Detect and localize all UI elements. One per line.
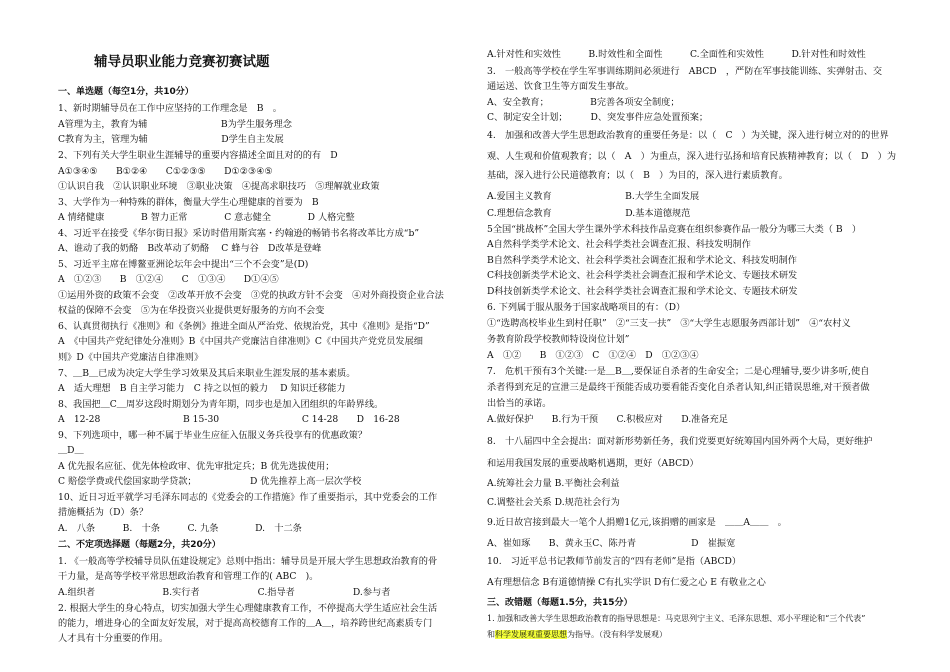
- text-line: A. 八条 B. 十条 C. 九条 D. 十二条: [58, 523, 302, 534]
- text-line: 3. 一般高等学校在学生军事训练期间必须进行 ABCD ，严防在军事技能训练、实弹射击、交: [487, 66, 883, 77]
- text-line: A、安全教育； B完善各项安全制度；: [487, 97, 680, 108]
- text-line: A 《中国共产党纪律处分准则》B《中国共产党廉洁自律准则》C《中国共产党党员发展细: [58, 336, 423, 347]
- text-line: 6、认真贯彻执行《准则》和《条例》推进全面从严治党、依规治党，其中《准则》是指“D”: [58, 321, 430, 332]
- text-line: A.爱国主义教育 B.大学生全面发展: [487, 191, 700, 202]
- text-line: 1. 《一般高等学校辅导员队伍建设规定》总则中指出：辅导员是开展大学生思想政治教育的骨: [58, 556, 438, 567]
- text-line: 8. 十八届四中全会提出：面对新形势新任务，我们党要更好统筹国内国外两个大局，更好维护: [487, 436, 873, 447]
- text-line: A 优先报名应征、优先体检政审、优先审批定兵；B 优先选拔使用；: [58, 461, 335, 472]
- text-line: 2. 根据大学生的身心特点，切实加强大学生心理健康教育工作，不停提高大学生适应社会生活: [58, 603, 438, 614]
- text-line: 10、近日习近平就学习毛泽东同志的《党委会的工作措施》作了重要指示，其中党委会的工作: [58, 492, 438, 503]
- text-line: C 赔偿学费或代偿国家助学贷款； D 优先推荐上高一层次学校: [58, 476, 362, 487]
- text-line: 观、人生观和价值观教育；以（ A ）为重点，深入进行弘扬和培育民族精神教育；以（ D ）为: [487, 151, 897, 162]
- highlighted-text: 科学发展观重要思想: [495, 630, 567, 639]
- text-line: A.做好保护 B.行为干预 C.积极应对 D.准备充足: [487, 414, 728, 425]
- text-line: 1、新时期辅导员在工作中应坚持的工作理念是 B 。: [58, 103, 282, 114]
- text-line: 权益的保障不会变 ⑤为在华投资兴业提供更好服务的方向不会变: [58, 305, 325, 316]
- text-line: 5全国“挑战杯”全国大学生课外学术科技作品竞赛在组织参赛作品一般分为哪三大类（ B ）: [487, 224, 862, 235]
- text-line: 1. 加强和改善大学生思想政治教育的指导思想是：马克思列宁主义、毛泽东思想、邓小平理论和“三个代表”: [487, 614, 866, 623]
- text-line: 10. 习近平总书记教师节前发言的“四有老师”是指（ABCD）: [487, 556, 742, 567]
- text-line: ①认识自我 ②认识职业环境 ③职业决策 ④提高求职技巧 ⑤理解就业政策: [58, 181, 380, 192]
- text-line: A①③④⑤ B①②④ C①②③⑤ D①②③④⑤: [58, 166, 273, 177]
- text-line: A 12-28 B 15-30 C 14-28 D 16-28: [58, 414, 400, 425]
- text-line: A 情绪健康 B 智力正常 C 意志健全 D 人格完整: [58, 212, 355, 223]
- text-line: 人才具有十分重要的作用。: [58, 633, 169, 644]
- text-line: ①运用外资的政策不会变 ②改革开放不会变 ③党的执政方针不会变 ④对外商投资企业合法: [58, 290, 444, 301]
- text-line: A管理为主，教育为辅 B为学生服务理念: [58, 119, 292, 130]
- text-line: 基础，深入进行公民道德教育；以（ B ）为目的，深入进行素质教育。: [487, 170, 788, 181]
- text-line: 2、下列有关大学生职业生涯辅导的重要内容描述全面且对的的有 D: [58, 150, 338, 161]
- text-line: C科技创新类学术论文、社会科学类社会调查汇报和学术论文、专题技术研发: [487, 270, 798, 281]
- text-line: 干力量，是高等学校平常思想政治教育和管理工作的( ABC )。: [58, 571, 319, 582]
- text-line: 7、＿B＿已成为决定大学生学习效果及其后来职业生涯发展的基本素质。: [58, 368, 356, 379]
- text-span: 为指导。（没有科学发展观）: [567, 630, 667, 639]
- text-line: A.统筹社会力量 B.平衡社会利益: [487, 478, 620, 489]
- text-line: 8、我国把＿C＿周岁这段时期划分为青年期，同步也是加入团组织的年龄界线。: [58, 399, 384, 410]
- text-line: ①“选聘高校毕业生到村任职” ②“三支一扶” ③“大学生志愿服务西部计划” ④“农村义: [487, 318, 851, 329]
- text-line: 措施概括为（D）条？: [58, 507, 149, 518]
- text-line: C、制定安全计划； D、突发事件应急处置预案；: [487, 112, 709, 123]
- text-line: 5、习近平主席在博鳌亚洲论坛年会中提出“三个不会变”是(D): [58, 259, 309, 270]
- section-heading: 一、单选题（每空1分，共10分）: [58, 87, 194, 97]
- text-line: 4. 加强和改善大学生思想政治教育的重要任务是：以（ C ）为关键，深入进行树立对的的世界: [487, 130, 889, 141]
- text-line: A、谁动了我的奶酪 B改革动了奶酪 C 蜂与谷 D改革是登峰: [58, 243, 322, 254]
- text-line: 则》D《中国共产党廉洁自律准则》: [58, 352, 204, 363]
- text-line: A有理想信念 B有道德情操 C有扎实学识 D有仁爱之心 E 有敬业之心: [487, 577, 766, 588]
- text-line: A自然科学类学术论文、社会科学类社会调查汇报、科技发明制作: [487, 239, 751, 250]
- text-line: A ①② B ①②③ C ①②④ D ①②③④: [487, 350, 699, 361]
- text-span: 和: [487, 630, 495, 639]
- text-line: 杀者得到充足的宣泄三是最终干预能否成功要看能否变化自杀者认知,纠正错误思维,对干预者做: [487, 382, 870, 393]
- text-line: 通运送、饮食卫生等方面发生事故。: [487, 81, 634, 92]
- text-line: 7. 危机干预有3个关键:一是＿B＿,要保证自杀者的生命安全；二是心理辅导,要少讲多听,使自: [487, 366, 870, 377]
- text-line: A、崔如琢 B、黄永玉C、陈丹青 D 崔振宽: [487, 538, 736, 549]
- text-line: A ①②③ B ①②④ C ①③④ D①④⑤: [58, 274, 279, 285]
- text-line: 3、大学作为一种特殊的群体，衡量大学生心理健康的首要为 B: [58, 197, 319, 208]
- text-line: A 适大理想 B 自主学习能力 C 持之以恒的毅力 D 知识迁移能力: [58, 383, 346, 394]
- text-line: 9、下列选项中，哪一种不属于毕业生应征入伍服义务兵役享有的优惠政策？: [58, 430, 368, 441]
- text-line: A.针对性和实效性 B.时效性和全面性 C.全面性和实效性 D.针对性和时效性: [487, 49, 866, 60]
- section-heading: 二、不定项选择题（每题2分，共20分）: [58, 540, 221, 550]
- text-line: 9.近日故宫接到最大一笔个人捐赠1亿元,该捐赠的画家是 ＿＿A＿＿ 。: [487, 517, 787, 528]
- text-line: B自然科学类学术论文、社会科学类社会调查汇报和学术论文、科技发明制作: [487, 255, 797, 266]
- text-line: 6. 下列属于服从服务于国家战略项目的有：（D）: [487, 302, 686, 313]
- text-line: A.组织者 B.实行者 C.指导者 D.参与者: [58, 587, 391, 598]
- text-line: [487, 629, 667, 641]
- text-line: C.理想信念教育 D.基本道德规范: [487, 208, 691, 219]
- text-line: 的能力，增进身心的全面友好发展，对于提高高校德育工作的＿A＿，培养跨世纪高素质专门: [58, 618, 433, 629]
- text-line: 务教育阶段学校教师特设岗位计划”: [487, 334, 630, 345]
- text-line: 4、习近平在接受《华尔街日报》采访时借用斯宾塞・约翰逊的畅销书名将改革比方成“b”: [58, 228, 420, 239]
- text-line: D科技创新类学术论文、社会科学类社会调查汇报和学术论文、专题技术研发: [487, 286, 798, 297]
- text-line: C.调整社会关系 D.规范社会行为: [487, 497, 620, 508]
- page-title: 辅导员职业能力竞赛初赛试题: [94, 54, 270, 70]
- text-line: 出恰当的承诺。: [487, 398, 552, 409]
- text-line: 和运用我国发展的重要战略机遇期，更好（ABCD）: [487, 458, 699, 469]
- text-line: ＿D＿: [58, 445, 84, 456]
- section-heading: 三、改错题（每题1.5分，共15分）: [487, 598, 633, 608]
- text-line: C教育为主，管理为辅 D学生自主发展: [58, 134, 284, 145]
